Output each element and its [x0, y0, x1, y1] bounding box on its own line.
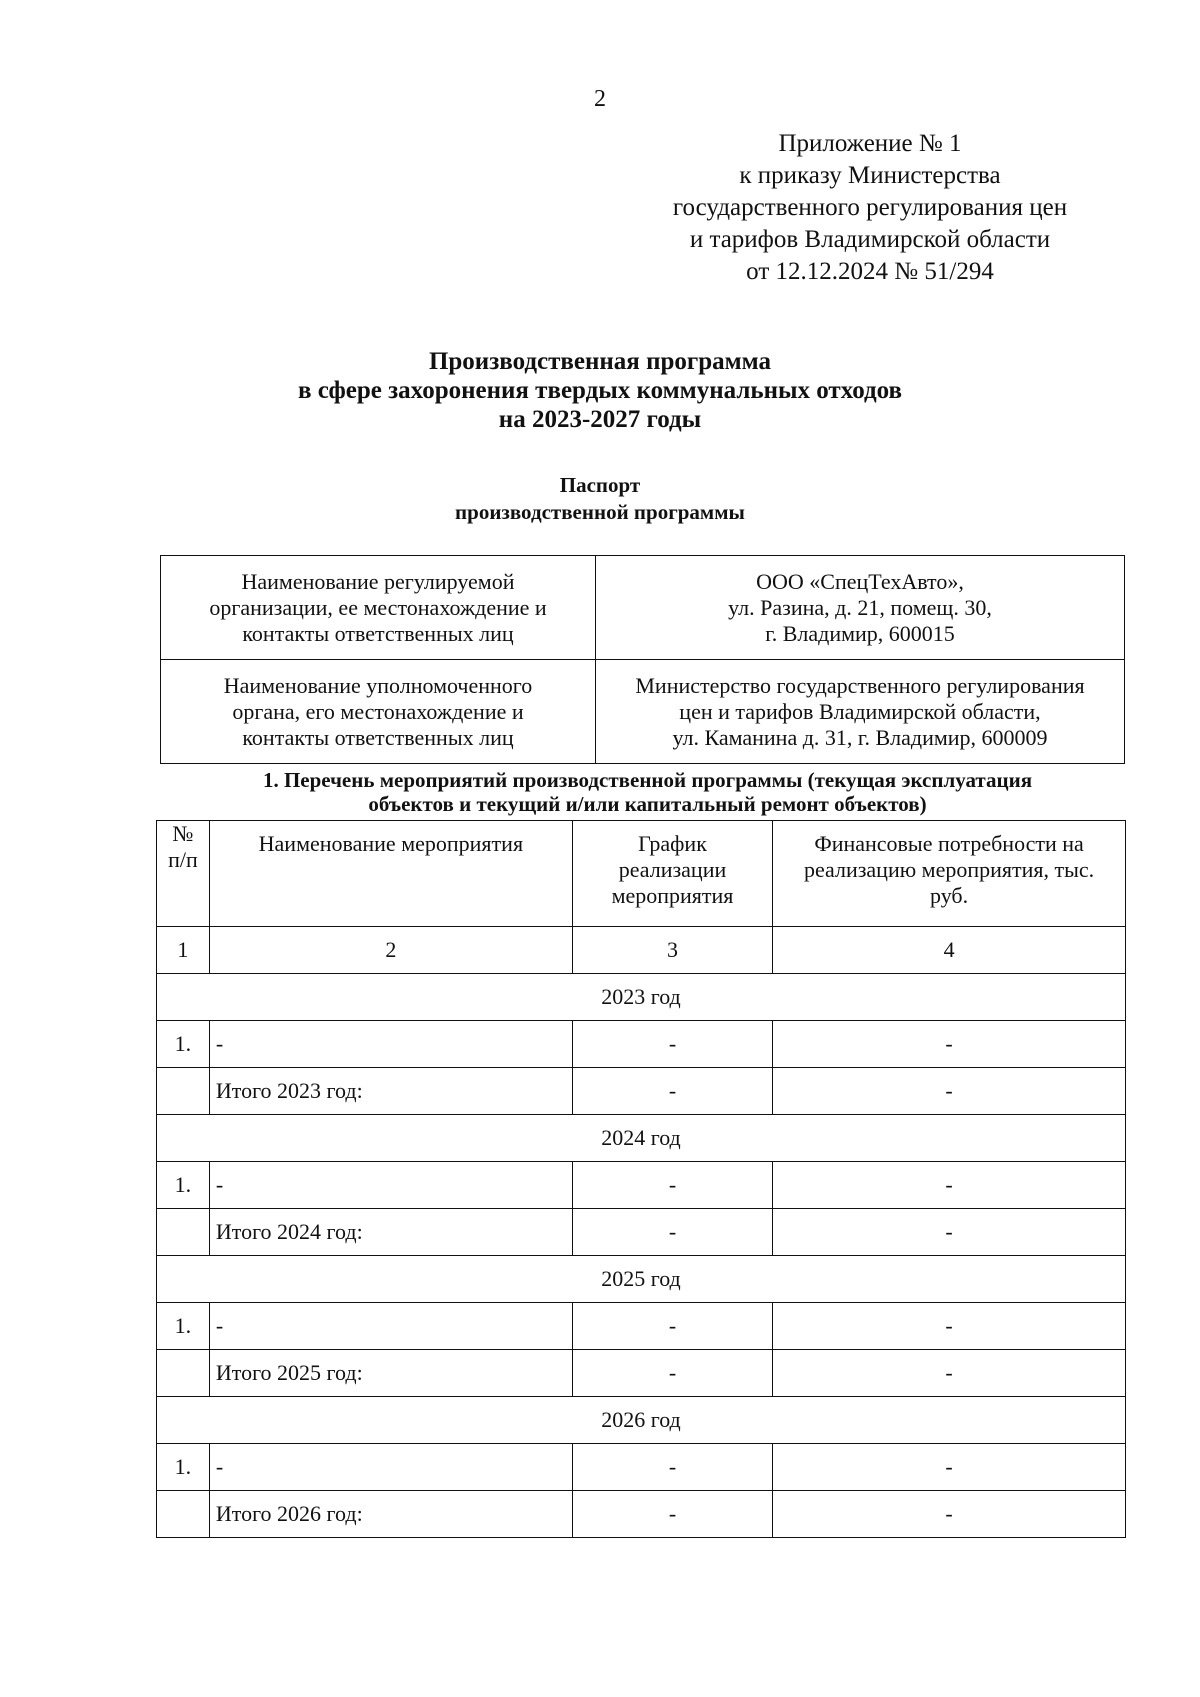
- measure-number: 1.: [157, 1444, 210, 1491]
- header-line: Финансовые потребности на: [814, 831, 1084, 856]
- header-cell-cost: [773, 821, 1126, 927]
- appendix-line: от 12.12.2024 № 51/294: [746, 258, 994, 285]
- measure-row: [157, 1162, 1126, 1209]
- measure-number: 1.: [157, 1303, 210, 1350]
- year-row: [157, 1397, 1126, 1444]
- total-schedule: -: [572, 1209, 772, 1256]
- measure-cost: -: [773, 1162, 1126, 1209]
- measure-row: [157, 1444, 1126, 1491]
- total-schedule: -: [572, 1491, 772, 1538]
- total-label: Итого 2023 год:: [209, 1068, 572, 1115]
- header-cell-schedule: [572, 821, 772, 927]
- appendix-block: [620, 128, 1120, 288]
- year-row: [157, 1115, 1126, 1162]
- passport-row-authority: [161, 660, 1125, 764]
- header-line: реализацию мероприятия, тыс.: [803, 857, 1095, 882]
- measure-schedule: -: [572, 1444, 772, 1491]
- passport-label-line: контакты ответственных лиц: [242, 724, 514, 750]
- year-label: 2026 год: [157, 1397, 1126, 1444]
- passport-title-line: Паспорт: [559, 473, 641, 497]
- year-row: [157, 974, 1126, 1021]
- passport-label-line: Наименование уполномоченного: [223, 672, 533, 698]
- total-cost: -: [773, 1068, 1126, 1115]
- passport-row-organization: [161, 556, 1125, 660]
- passport-title: [0, 472, 1200, 526]
- total-schedule: -: [572, 1068, 772, 1115]
- total-schedule: -: [572, 1350, 772, 1397]
- section-title-line: объектов и текущий и/или капитальный ремонт объектов): [368, 792, 927, 816]
- title-line: на 2023-2027 годы: [498, 406, 702, 433]
- header-line: Наименование мероприятия: [258, 831, 524, 856]
- measure-number: 1.: [157, 1162, 210, 1209]
- column-number-cell: 2: [209, 927, 572, 974]
- year-label: 2024 год: [157, 1115, 1126, 1162]
- measure-number: 1.: [157, 1021, 210, 1068]
- column-number-cell: 4: [773, 927, 1126, 974]
- year-label: 2025 год: [157, 1256, 1126, 1303]
- header-cell-name: [209, 821, 572, 927]
- measure-schedule: -: [572, 1303, 772, 1350]
- header-line: №: [172, 821, 194, 846]
- total-row: [157, 1491, 1126, 1538]
- title-line: Производственная программа: [428, 348, 772, 375]
- measure-cost: -: [773, 1444, 1126, 1491]
- section-1-title: [170, 768, 1125, 816]
- column-number-cell: 3: [572, 927, 772, 974]
- passport-value-line: ООО «СпецТехАвто»,: [756, 568, 964, 594]
- year-label: 2023 год: [157, 974, 1126, 1021]
- total-label: Итого 2024 год:: [209, 1209, 572, 1256]
- measure-cost: -: [773, 1021, 1126, 1068]
- total-label: Итого 2025 год:: [209, 1350, 572, 1397]
- appendix-line: Приложение № 1: [778, 130, 962, 157]
- measure-row: [157, 1303, 1126, 1350]
- total-number: [157, 1350, 210, 1397]
- column-number-cell: 1: [157, 927, 210, 974]
- measure-cost: -: [773, 1303, 1126, 1350]
- year-row: [157, 1256, 1126, 1303]
- total-cost: -: [773, 1209, 1126, 1256]
- page-number: 2: [594, 86, 606, 112]
- total-number: [157, 1491, 210, 1538]
- header-line: График: [638, 831, 707, 856]
- passport-title-line: производственной программы: [455, 500, 745, 524]
- total-number: [157, 1209, 210, 1256]
- passport-value-cell: [596, 556, 1125, 660]
- measure-name: -: [209, 1162, 572, 1209]
- total-label: Итого 2026 год:: [209, 1491, 572, 1538]
- passport-value-line: цен и тарифов Владимирской области,: [679, 698, 1041, 724]
- measure-row: [157, 1021, 1126, 1068]
- measure-name: -: [209, 1303, 572, 1350]
- measure-schedule: -: [572, 1021, 772, 1068]
- appendix-line: к приказу Министерства: [739, 162, 1001, 189]
- appendix-line: государственного регулирования цен: [672, 194, 1068, 221]
- passport-label-line: контакты ответственных лиц: [242, 620, 514, 646]
- measures-header-row: [157, 821, 1126, 927]
- section-title-line: 1. Перечень мероприятий производственной программы (текущая эксплуатация: [262, 768, 1033, 792]
- passport-label-cell: [161, 660, 596, 764]
- measure-name: -: [209, 1021, 572, 1068]
- total-cost: -: [773, 1491, 1126, 1538]
- column-number-row: [157, 927, 1126, 974]
- header-line: п/п: [168, 847, 198, 872]
- total-row: [157, 1209, 1126, 1256]
- total-row: [157, 1068, 1126, 1115]
- passport-label-line: Наименование регулируемой: [241, 568, 515, 594]
- header-line: мероприятия: [611, 883, 734, 908]
- passport-label-cell: [161, 556, 596, 660]
- total-number: [157, 1068, 210, 1115]
- passport-value-line: ул. Разина, д. 21, помещ. 30,: [728, 594, 992, 620]
- total-row: [157, 1350, 1126, 1397]
- passport-value-line: г. Владимир, 600015: [765, 620, 955, 646]
- document-title: [0, 347, 1200, 434]
- measures-table: [156, 820, 1126, 1538]
- measure-name: -: [209, 1444, 572, 1491]
- passport-value-line: Министерство государственного регулирования: [635, 672, 1085, 698]
- total-cost: -: [773, 1350, 1126, 1397]
- title-line: в сфере захоронения твердых коммунальных отходов: [297, 377, 903, 404]
- appendix-line: и тарифов Владимирской области: [689, 226, 1051, 253]
- passport-label-line: организации, ее местонахождение и: [209, 594, 547, 620]
- passport-value-line: ул. Каманина д. 31, г. Владимир, 600009: [672, 724, 1048, 750]
- header-line: руб.: [930, 883, 969, 908]
- header-cell-number: [157, 821, 210, 927]
- measure-schedule: -: [572, 1162, 772, 1209]
- header-line: реализации: [618, 857, 727, 882]
- passport-table: [160, 555, 1125, 764]
- passport-label-line: органа, его местонахождение и: [232, 698, 524, 724]
- passport-value-cell: [596, 660, 1125, 764]
